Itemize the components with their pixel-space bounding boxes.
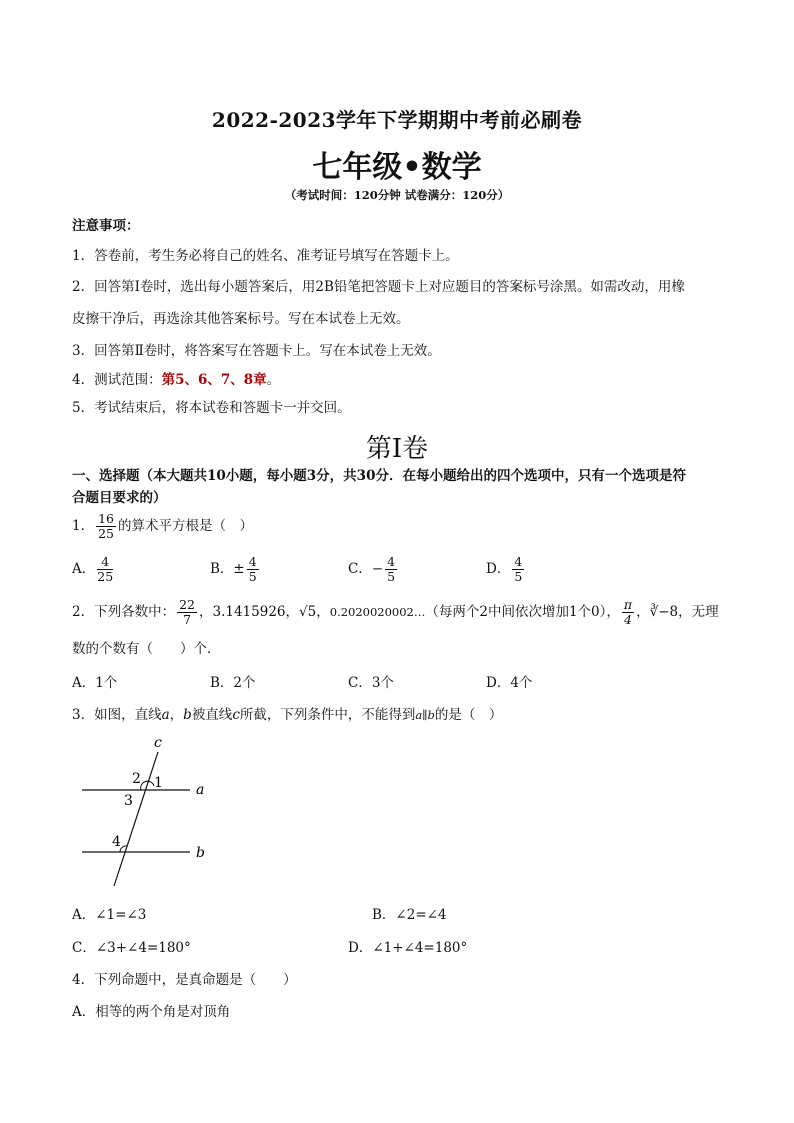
section-title: 第Ⅰ卷	[365, 434, 429, 464]
q2-option-c: C．3个	[348, 675, 394, 691]
q2-number: 2．下列各数中：	[72, 604, 176, 620]
paper-title: 2022-2023学年下学期期中考前必刷卷	[211, 108, 583, 132]
q1-option-b: B．± $\frac{4}{5}$	[210, 554, 257, 584]
label-b: b	[196, 845, 205, 861]
question-1	[72, 512, 253, 541]
question-3: 3．如图，直线a，b被直线c所截，下列条件中，不能得到a∥b的是（ ）	[72, 707, 503, 723]
note-item-2a: 2．回答第Ⅰ卷时，选出每小题答案后，用2B铅笔把答题卡上对应题目的答案标号涂黑。如需改动，用橡	[72, 279, 685, 295]
note-item-4	[72, 371, 280, 389]
q3-option-b: B．∠2=∠4	[372, 907, 447, 923]
sqrt-5: √5	[299, 604, 317, 620]
cube-root-neg8: ∛−8	[649, 604, 679, 620]
question-4: 4．下列命题中，是真命题是（ ）	[72, 972, 297, 988]
q2-option-a: A．1个	[72, 675, 118, 691]
q3-option-a: A．∠1=∠3	[72, 907, 147, 923]
label-a: a	[196, 782, 205, 798]
note-item-4-prefix: 4．测试范围：	[72, 372, 162, 388]
q3-option-c: C．∠3+∠4=180°	[72, 940, 191, 956]
note-item-1: 1．答卷前，考生务必将自己的姓名、准考证号填写在答题卡上。	[72, 248, 459, 264]
test-range: 第5、6、7、8章	[161, 372, 267, 388]
q3-parallel-lines-figure	[70, 732, 230, 892]
q4-option-a: A．相等的两个角是对顶角	[72, 1004, 231, 1020]
section-instructions-b: 合题目要求的）	[72, 490, 167, 506]
label-angle-4: 4	[112, 834, 121, 850]
q2-stem-line2: 数的个数有（ ）个．	[72, 641, 221, 657]
subject-title: 七年级•数学	[312, 150, 482, 185]
label-angle-2: 2	[132, 771, 141, 787]
q1-option-a: A． $\frac{4}{25}$	[72, 554, 114, 584]
question-2: 2．下列各数中： $\frac{22}{7}$ ，3.1415926，√5，0.2020020002…（每两个2中间依次增加1个0）， $\frac{\pi}{4}$ ，∛−8，无理	[72, 597, 719, 627]
label-c: c	[154, 735, 162, 751]
q1-option-d: D． $\frac{4}{5}$	[486, 554, 523, 584]
note-item-3: 3．回答第Ⅱ卷时，将答案写在答题卡上。写在本试卷上无效。	[72, 343, 441, 359]
exam-info: （考试时间：120分钟 试卷满分：120分）	[284, 188, 510, 202]
q1-stem: 的算术平方根是（ ）	[118, 518, 253, 534]
q2-option-b: B．2个	[210, 675, 256, 691]
label-angle-1: 1	[154, 775, 163, 791]
note-item-4-suffix: 。	[266, 372, 281, 388]
note-item-5: 5．考试结束后，将本试卷和答题卡一并交回。	[72, 400, 351, 416]
repeating-decimal: 0.2020020002…	[329, 605, 426, 619]
q3-option-d: D．∠1+∠4=180°	[348, 940, 468, 956]
q2-option-d: D．4个	[486, 675, 533, 691]
q1-option-c: C．− $\frac{4}{5}$	[348, 554, 396, 584]
note-item-2b: 皮擦干净后，再选涂其他答案标号。写在本试卷上无效。	[72, 311, 410, 327]
notes-heading: 注意事项：	[72, 218, 140, 234]
q1-number: 1．	[72, 518, 95, 534]
q1-fraction: $\frac{16}{25}$	[98, 511, 114, 541]
label-angle-3: 3	[124, 793, 133, 809]
section-instructions-a: 一、选择题（本大题共10小题，每小题3分，共30分．在每小题给出的四个选项中，只有一个选项是符	[72, 468, 686, 484]
